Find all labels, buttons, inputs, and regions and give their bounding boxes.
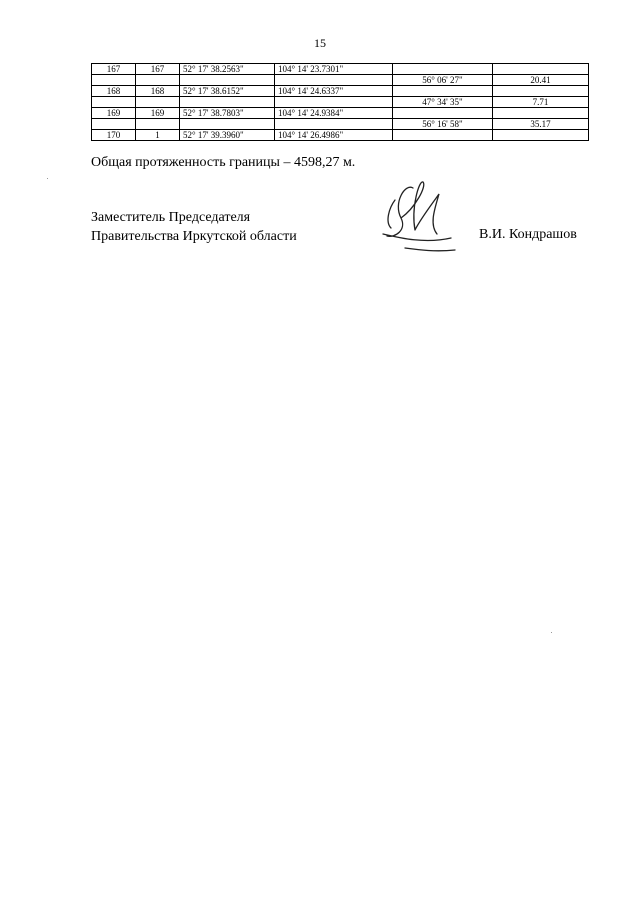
table-cell: [493, 64, 589, 75]
table-cell: 167: [136, 64, 180, 75]
signer-title-line2: Правительства Иркутской области: [91, 229, 297, 244]
table-cell: [275, 119, 393, 130]
signature-icon: [365, 178, 465, 256]
segment-row: [92, 119, 589, 130]
page-number: 15: [314, 36, 326, 50]
coordinates-table: [91, 63, 589, 141]
point-row: [92, 108, 589, 119]
table-cell: 170: [92, 130, 136, 141]
table-cell: [92, 75, 136, 86]
table-cell: 52° 17' 38.2563": [180, 64, 275, 75]
table-cell: [393, 86, 493, 97]
table-cell: 104° 14' 23.7301": [275, 64, 393, 75]
table-cell: 104° 14' 24.9384": [275, 108, 393, 119]
table-cell: 56° 06' 27": [393, 75, 493, 86]
segment-row: [92, 75, 589, 86]
table-cell: [136, 119, 180, 130]
table-cell: 104° 14' 24.6337": [275, 86, 393, 97]
table-cell: 169: [92, 108, 136, 119]
scan-speck: [47, 178, 48, 179]
table-cell: 104° 14' 26.4986": [275, 130, 393, 141]
signer-name: В.И. Кондрашов: [479, 227, 577, 242]
table-cell: 168: [92, 86, 136, 97]
table-cell: [180, 75, 275, 86]
point-row: [92, 64, 589, 75]
table-cell: [136, 97, 180, 108]
table-cell: [393, 64, 493, 75]
table-cell: 52° 17' 38.6152": [180, 86, 275, 97]
table-cell: 1: [136, 130, 180, 141]
scan-speck: [551, 632, 552, 633]
point-row: [92, 130, 589, 141]
table-cell: 47° 34' 35": [393, 97, 493, 108]
table-cell: 20.41: [493, 75, 589, 86]
table-cell: [493, 86, 589, 97]
table-cell: 56° 16' 58": [393, 119, 493, 130]
table-cell: [92, 119, 136, 130]
table-cell: [136, 75, 180, 86]
table-cell: [493, 130, 589, 141]
table-cell: [493, 108, 589, 119]
segment-row: [92, 97, 589, 108]
table-cell: [393, 108, 493, 119]
table-cell: 168: [136, 86, 180, 97]
table-cell: [180, 119, 275, 130]
table-cell: [275, 97, 393, 108]
table-cell: 167: [92, 64, 136, 75]
signer-title-line1: Заместитель Председателя: [91, 210, 251, 225]
table-cell: 52° 17' 38.7803": [180, 108, 275, 119]
table-cell: [275, 75, 393, 86]
table-cell: 35.17: [493, 119, 589, 130]
table-cell: 7.71: [493, 97, 589, 108]
point-row: [92, 86, 589, 97]
table-cell: 169: [136, 108, 180, 119]
table-cell: [92, 97, 136, 108]
signer-title: [91, 208, 297, 246]
table-cell: 52° 17' 39.3960": [180, 130, 275, 141]
total-boundary-length: Общая протяженность границы – 4598,27 м.: [91, 155, 356, 170]
table-cell: [180, 97, 275, 108]
table-cell: [393, 130, 493, 141]
